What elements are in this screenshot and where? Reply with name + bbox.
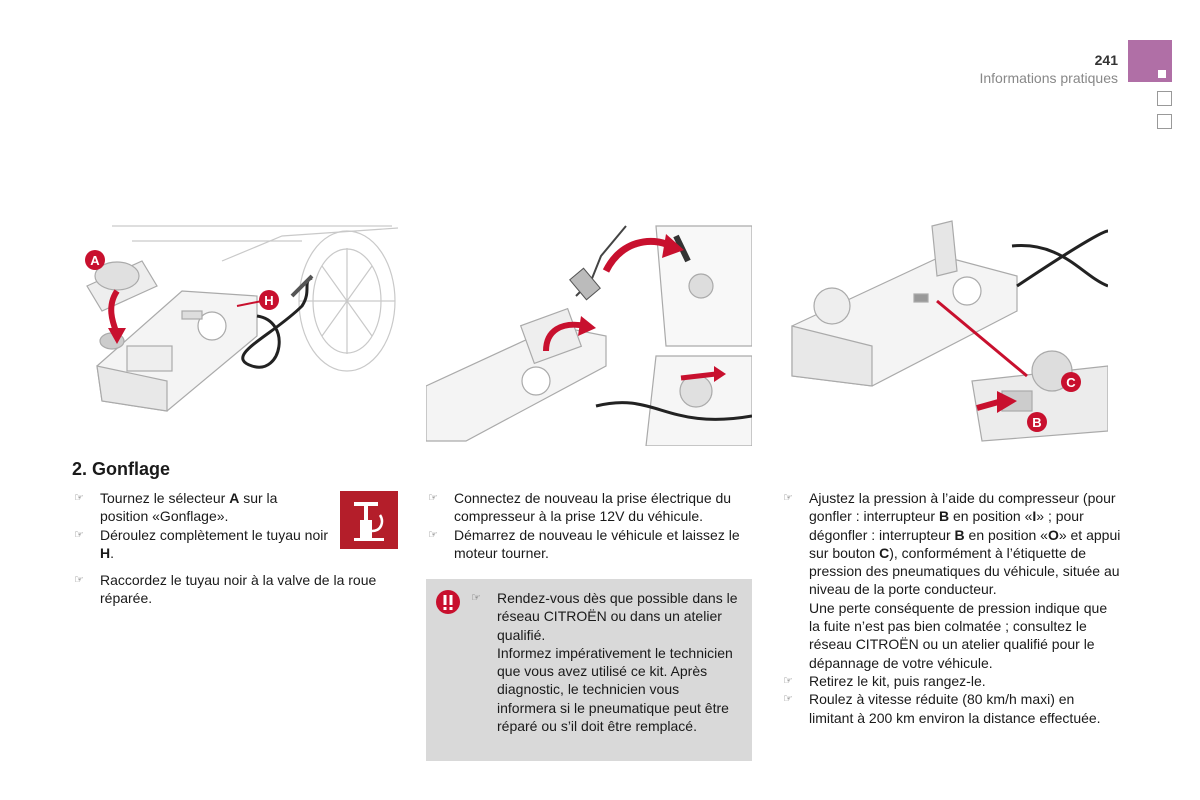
list-item: ☞ Connectez de nouveau la prise électrique du compresseur à la prise 12V du véhicule. bbox=[428, 490, 732, 525]
list-item: ☞ Tournez le sélecteur A sur la position «Gonflage». bbox=[74, 490, 278, 525]
chapter-tab-box bbox=[1157, 114, 1172, 129]
list-item: ☞ Raccordez le tuyau noir à la valve de la roue réparée. bbox=[74, 572, 377, 607]
column-1-continued bbox=[72, 571, 382, 608]
pump-icon bbox=[340, 491, 398, 549]
column-1 bbox=[72, 489, 328, 562]
list-item: ☞ Retirez le kit, puis rangez-le. bbox=[783, 672, 986, 689]
bullet-icon: ☞ bbox=[783, 492, 793, 504]
warning-icon-svg bbox=[436, 590, 460, 614]
bullet-icon: ☞ bbox=[783, 693, 793, 706]
bullet-icon: ☞ bbox=[74, 574, 84, 586]
bullet-icon: ☞ bbox=[783, 674, 793, 687]
pump-icon-svg bbox=[340, 491, 398, 549]
chapter-tab-box bbox=[1157, 91, 1172, 106]
label-h: H bbox=[264, 293, 274, 308]
list-item: ☞ Déroulez complètement le tuyau noir H. bbox=[74, 526, 329, 561]
section-label: Informations pratiques bbox=[979, 70, 1118, 86]
illustration-selector-hose bbox=[72, 216, 398, 446]
illustration-svg bbox=[782, 216, 1108, 446]
section-title: 2. Gonflage bbox=[72, 459, 171, 479]
illustration-svg bbox=[426, 216, 752, 446]
list-item: ☞ Roulez à vitesse réduite (80 km/h maxi) en limitant à 200 km environ la distance effectuée. bbox=[783, 691, 1101, 726]
column-2 bbox=[426, 489, 756, 562]
page-number: 241 bbox=[1094, 52, 1118, 68]
illustration-svg bbox=[72, 216, 398, 446]
bullet-icon: ☞ bbox=[428, 492, 438, 504]
bullet-icon: ☞ bbox=[428, 528, 438, 541]
list-item: ☞ Ajustez la pression à l’aide du compresseur (pour gonfler : interrupteur B en position «I» ; pour dégonfler : interrupteur B en position «O» et appui sur bouton C), conformément à l’étiquette de pression des pneumatiques du véhicule, située au niveau de la porte conducteur. Une perte conséquente de pression indique que la fuite n’est pas bien colmatée ; consultez le réseau CITROËN ou un atelier qualifié pour le dépannage de votre véhicule. bbox=[783, 490, 1121, 671]
bullet-icon: ☞ bbox=[74, 492, 84, 504]
label-a: A bbox=[90, 253, 100, 268]
bullet-icon: ☞ bbox=[471, 592, 481, 604]
list-item: ☞ Démarrez de nouveau le véhicule et laissez le moteur tourner. bbox=[428, 526, 740, 561]
label-b: B bbox=[1032, 415, 1042, 430]
warning-text bbox=[469, 589, 741, 735]
list-item: ☞ Rendez-vous dès que possible dans le réseau CITROËN ou dans un atelier qualifié. Informez impérativement le technicien que vous avez utilisé ce kit. Après diagnostic, le technicien vous informera si le pneumatique peut être réparé ou s’il doit être remplacé. bbox=[471, 590, 738, 735]
chapter-tab-marker bbox=[1158, 70, 1166, 78]
bullet-icon: ☞ bbox=[74, 528, 84, 541]
illustration-12v-socket bbox=[426, 216, 752, 446]
label-c: C bbox=[1066, 375, 1076, 390]
warning-icon bbox=[436, 590, 460, 614]
column-3 bbox=[781, 489, 1121, 727]
illustration-pressure-switch bbox=[782, 216, 1108, 446]
